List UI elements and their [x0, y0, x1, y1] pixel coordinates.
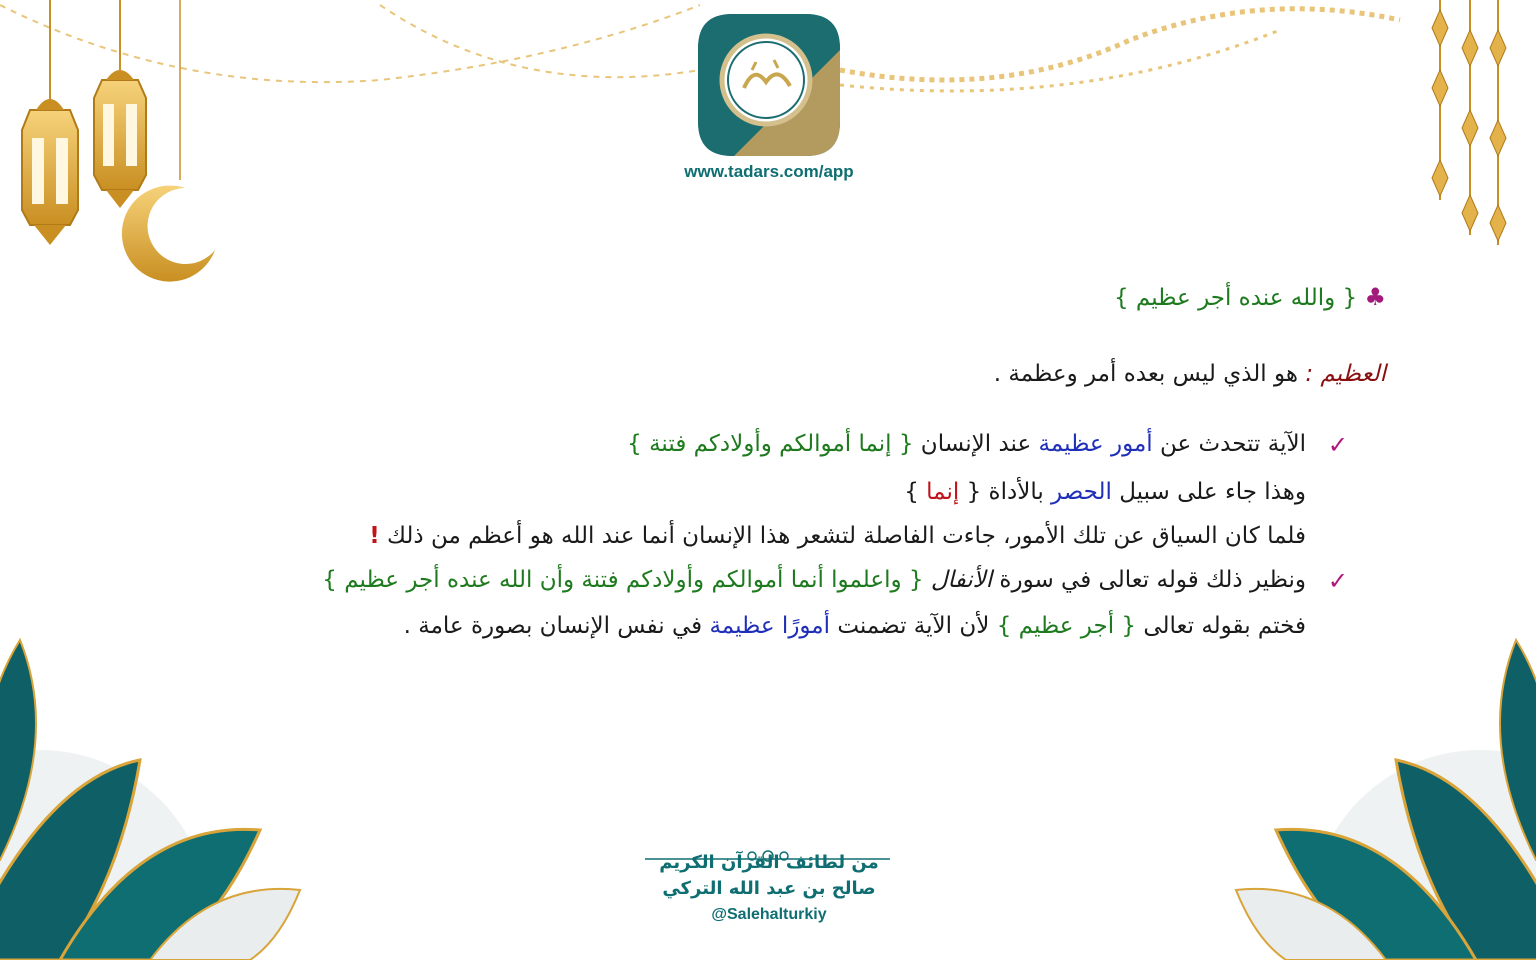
footer-series-title: من لطائف القرآن الكريم [659, 852, 879, 873]
point-1-line-3-a: فلما كان السياق عن تلك الأمور، جاءت الفاصلة لتشعر هذا الإنسان أنما عند الله هو أعظم من ذلك [379, 523, 1306, 549]
point-2-line-2-a: فختم بقوله تعالى [1136, 613, 1306, 639]
heading-text: { والله عنده أجر عظيم } [1113, 285, 1358, 311]
definition-line [994, 361, 1386, 387]
footer [640, 850, 898, 928]
point-1-line-2-d: إنما [926, 479, 960, 505]
point-1-line-2 [904, 479, 1306, 505]
point-1-line-2-b: الحصر [1051, 479, 1112, 505]
hanging-ornaments-right [1432, 0, 1506, 245]
point-1-line-3 [369, 523, 1306, 549]
floral-corner-right [1236, 640, 1536, 960]
site-url[interactable]: www.tadars.com/app [684, 162, 854, 181]
point-2-line-2-d: أمورًا عظيمة [709, 613, 831, 639]
check-icon: ✓ [1327, 431, 1348, 459]
point-1-text-c: عند الإنسان [913, 431, 1039, 457]
point-1-text-a: الآية تتحدث عن [1152, 431, 1306, 457]
point-2-quote: { واعلموا أنما أموالكم وأولادكم فتنة وأن الله عنده أجر عظيم } [322, 567, 931, 593]
footer-handle[interactable]: @Salehalturkiy [711, 906, 827, 923]
point-2 [322, 567, 1348, 595]
point-2-text-a: ونظير ذلك قوله تعالى في سورة [992, 567, 1306, 593]
heading-line [1114, 283, 1386, 311]
point-2-line-2 [404, 613, 1306, 639]
club-icon: ♣ [1364, 283, 1386, 311]
point-2-line-2-e: في نفس الإنسان بصورة عامة . [403, 613, 710, 639]
tadars-logo-icon [694, 10, 844, 160]
point-2-surah: الأنفال [930, 567, 993, 593]
point-1-quote: { إنما أموالكم وأولادكم فتنة } [627, 431, 914, 457]
definition-text: هو الذي ليس بعده أمر وعظمة . [993, 361, 1306, 387]
lantern-left-2 [94, 0, 146, 208]
point-1-text-b: أمور عظيمة [1038, 431, 1153, 457]
point-1-line-2-a: وهذا جاء على سبيل [1111, 479, 1306, 505]
point-1-line-2-c: بالأداة { [959, 479, 1052, 505]
lantern-left-1 [22, 0, 78, 245]
point-2-line-2-c: لأن الآية تضمنت [830, 613, 997, 639]
bead-garland-right [840, 9, 1400, 91]
floral-corner-left [0, 640, 300, 960]
check-icon: ✓ [1327, 567, 1348, 595]
point-1 [627, 431, 1348, 459]
point-2-line-2-b: { أجر عظيم } [996, 613, 1137, 639]
footer-author: صالح بن عبد الله التركي [662, 878, 876, 899]
point-1-line-2-e: } [904, 479, 927, 505]
definition-term: العظيم : [1305, 361, 1386, 387]
bead-garland-left [0, 5, 700, 82]
point-1-line-3-b: ! [369, 523, 380, 549]
